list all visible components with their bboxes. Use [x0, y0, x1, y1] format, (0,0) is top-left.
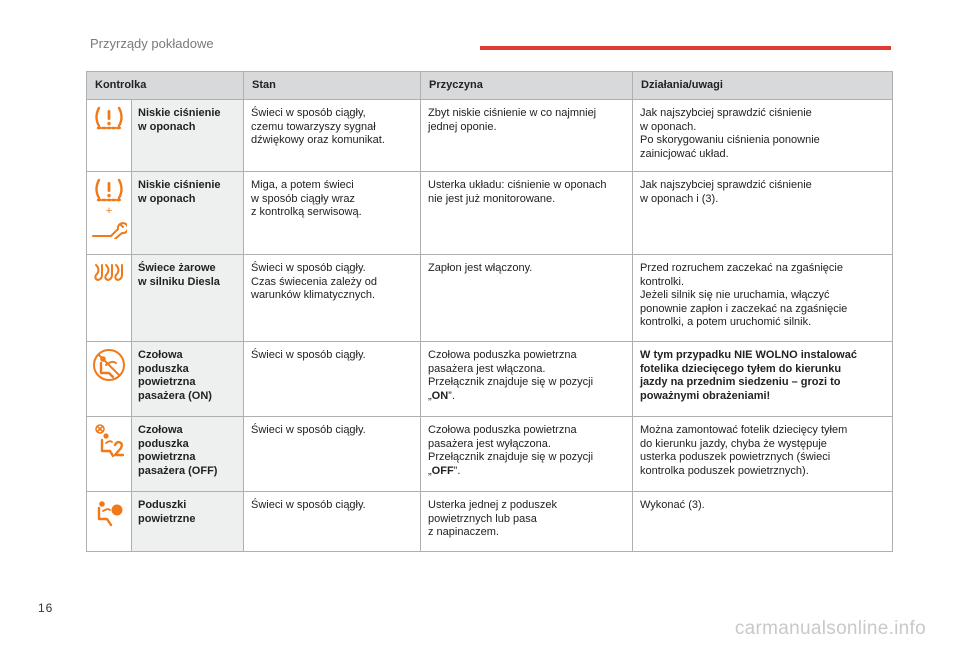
warning-state: Świeci w sposób ciągły.: [244, 492, 421, 552]
passenger-airbag-on-icon: [88, 348, 130, 382]
warning-action: W tym przypadku NIE WOLNO instalować fotelika dziecięcego tyłem do kierunku jazdy na przednim siedzeniu – grozi to poważnymi obrażeniami!: [633, 342, 893, 417]
warning-lights-table: [86, 71, 893, 552]
table-row: [87, 172, 893, 255]
passenger-airbag-off-icon: [88, 423, 130, 459]
warning-cause: Usterka układu: ciśnienie w oponach nie jest już monitorowane.: [421, 172, 633, 255]
glow-plug-icon: [88, 261, 130, 283]
airbag-icon: [88, 498, 130, 528]
table-row: [87, 255, 893, 342]
warning-cause: Czołowa poduszka powietrzna pasażera jest wyłączona. Przełącznik znajduje się w pozycji „OFF”.: [421, 417, 633, 492]
warning-action: Można zamontować fotelik dziecięcy tyłem do kierunku jazdy, chyba że występuje usterka poduszek powietrznych (świeci kontrolka poduszek powietrznych).: [633, 417, 893, 492]
warning-name: Niskie ciśnienie w oponach: [132, 100, 244, 172]
warning-name: Czołowa poduszka powietrzna pasażera (OFF): [132, 417, 244, 492]
warning-action: Przed rozruchem zaczekać na zgaśnięcie kontrolki. Jeżeli silnik się nie uruchamia, włączyć ponownie zapłon i zaczekać na zgaśnięcie kontrolki, a potem uruchomić silnik.: [633, 255, 893, 342]
warning-cause: Usterka jednej z poduszek powietrznych lub pasa z napinaczem.: [421, 492, 633, 552]
column-header-dzialania: Działania/uwagi: [633, 72, 893, 100]
watermark: carmanualsonline.info: [734, 618, 926, 639]
table-row: [87, 492, 893, 552]
warning-action: Jak najszybciej sprawdzić ciśnienie w oponach i (3).: [633, 172, 893, 255]
plus-sign: +: [105, 205, 113, 217]
service-wrench-icon: [88, 221, 130, 239]
table-row: [87, 342, 893, 417]
column-header-przyczyna: Przyczyna: [421, 72, 633, 100]
table-row: [87, 100, 893, 172]
warning-cause: Zapłon jest włączony.: [421, 255, 633, 342]
page-section-title: Przyrządy pokładowe: [90, 36, 214, 51]
warning-action: Wykonać (3).: [633, 492, 893, 552]
tire-pressure-warning-icon: [88, 178, 130, 204]
warning-action: Jak najszybciej sprawdzić ciśnienie w oponach. Po skorygowaniu ciśnienia ponownie zainicjować układ.: [633, 100, 893, 172]
warning-state: Miga, a potem świeci w sposób ciągły wraz z kontrolką serwisową.: [244, 172, 421, 255]
header-accent-bar: [480, 46, 891, 50]
column-header-kontrolka: Kontrolka: [87, 72, 244, 100]
warning-name: Niskie ciśnienie w oponach: [132, 172, 244, 255]
warning-state: Świeci w sposób ciągły. Czas świecenia zależy od warunków klimatycznych.: [244, 255, 421, 342]
table-row: [87, 417, 893, 492]
warning-name: Poduszki powietrzne: [132, 492, 244, 552]
warning-state: Świeci w sposób ciągły, czemu towarzyszy sygnał dźwiękowy oraz komunikat.: [244, 100, 421, 172]
warning-name: Czołowa poduszka powietrzna pasażera (ON): [132, 342, 244, 417]
warning-state: Świeci w sposób ciągły.: [244, 342, 421, 417]
warning-cause: Zbyt niskie ciśnienie w co najmniej jednej oponie.: [421, 100, 633, 172]
page-number: 16: [38, 601, 54, 615]
warning-name: Świece żarowe w silniku Diesla: [132, 255, 244, 342]
table-header-row: [87, 72, 893, 100]
warning-state: Świeci w sposób ciągły.: [244, 417, 421, 492]
warning-cause: Czołowa poduszka powietrzna pasażera jest włączona. Przełącznik znajduje się w pozycji „ON”.: [421, 342, 633, 417]
column-header-stan: Stan: [244, 72, 421, 100]
tire-pressure-warning-icon: [88, 106, 130, 132]
